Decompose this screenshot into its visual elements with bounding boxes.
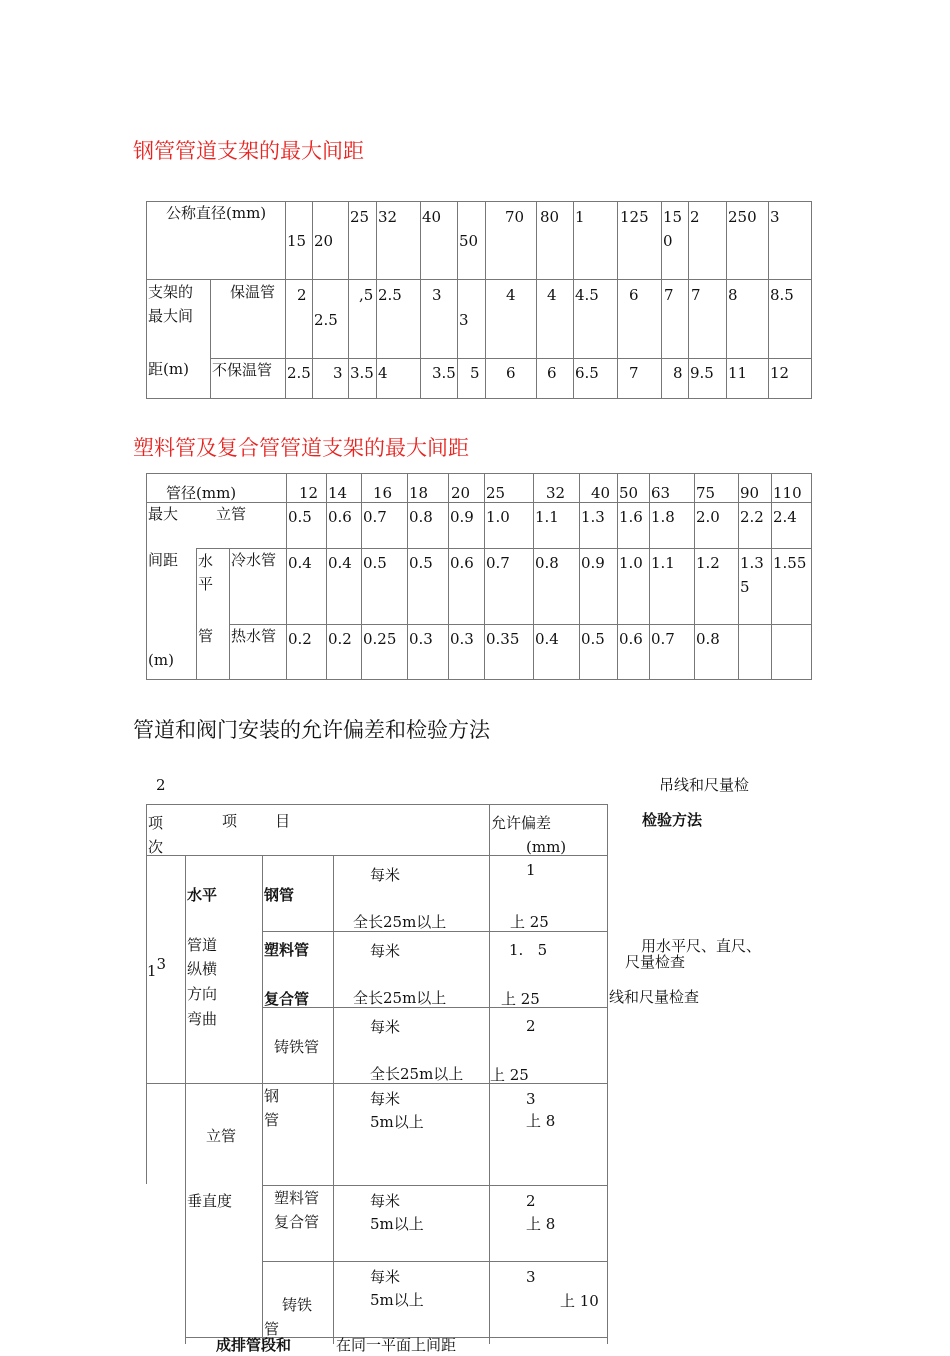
diameter-cell: 250 [728, 208, 757, 226]
hot-water-cell: 0.35 [486, 630, 520, 648]
tolerance-value: 上 8 [526, 1215, 556, 1233]
above-5m: 5m以上 [370, 1215, 424, 1233]
support-spacing-label: 支架的 [148, 283, 194, 301]
cold-water-cell: 0.9 [581, 554, 605, 572]
bottom-row-text: 在同一平面上间距 [336, 1336, 457, 1354]
insulated-cell: 8 [728, 286, 738, 304]
hot-water-cell: 0.3 [450, 630, 474, 648]
uninsulated-cell: 3 [333, 364, 343, 382]
insulated-cell: 4 [547, 286, 557, 304]
vertical-cell: 1.0 [486, 508, 510, 526]
per-meter: 每米 [370, 1090, 401, 1108]
steel-vertical-label: 管 [264, 1111, 280, 1129]
insulated-cell: 7 [664, 286, 674, 304]
nominal-diameter-label: 公称直径(mm) [166, 204, 267, 222]
diameter-cell: 70 [505, 208, 525, 226]
diameter-cell: 2 [690, 208, 700, 226]
insulated-cell: 2.5 [378, 286, 402, 304]
cold-water-label: 冷水管 [231, 551, 277, 569]
insulated-cell: ,5 [359, 286, 374, 304]
cast-iron-vertical-label: 管 [264, 1320, 280, 1338]
per-meter: 每米 [370, 1192, 401, 1210]
above-5m: 5m以上 [370, 1291, 424, 1309]
tolerance-header: 允许偏差 [491, 814, 552, 832]
vertical-cell: 1.8 [651, 508, 675, 526]
support-spacing-label: 最大间 [148, 307, 194, 325]
cold-water-cell: 0.7 [486, 554, 510, 572]
vertical-cell: 1.3 [581, 508, 605, 526]
unit-label: (m) [148, 651, 174, 669]
composite-vertical-label: 复合管 [274, 1213, 320, 1231]
diameter-cell: 12 [299, 484, 319, 502]
diameter-cell: 80 [540, 208, 560, 226]
vertical-cell: 2.2 [740, 508, 764, 526]
horizontal-sub: 方向 [187, 985, 218, 1003]
uninsulated-cell: 4 [378, 364, 388, 382]
tolerance-value: 3 [526, 1090, 536, 1108]
diameter-cell: 75 [696, 484, 716, 502]
insulated-cell: 6 [629, 286, 639, 304]
tolerance-value: 2 [526, 1017, 536, 1035]
composite-pipe-label: 复合管 [264, 990, 310, 1008]
insulated-cell: 2.5 [314, 311, 338, 329]
diameter-cell: 15 [663, 208, 683, 226]
section-title-steel-pipe: 钢管管道支架的最大间距 [133, 139, 364, 163]
horizontal-sub: 纵横 [187, 960, 218, 978]
diameter-cell: 32 [378, 208, 398, 226]
diameter-cell: 20 [314, 232, 334, 250]
uninsulated-cell: 7 [629, 364, 639, 382]
uninsulated-cell: 9.5 [690, 364, 714, 382]
vertical-cell: 0.6 [328, 508, 352, 526]
cold-water-cell: 1.55 [773, 554, 807, 572]
hot-water-cell: 0.2 [328, 630, 352, 648]
pipe-diameter-label: 管径(mm) [166, 484, 237, 502]
diameter-cell: 18 [409, 484, 429, 502]
cold-water-cell: 0.8 [535, 554, 559, 572]
horizontal-sub: 弯曲 [187, 1010, 218, 1028]
diameter-cell: 16 [373, 484, 393, 502]
index-header: 次 [148, 838, 164, 856]
vertical-cell: 1.1 [535, 508, 559, 526]
tolerance-value: 3 [526, 1268, 536, 1286]
horizontal-pipe-label: 平 [198, 575, 214, 593]
per-meter: 每米 [370, 866, 401, 884]
tolerance-value: 1 [526, 861, 536, 879]
diameter-cell: 32 [546, 484, 566, 502]
tolerance-unit: (mm) [526, 838, 567, 856]
hot-water-cell: 0.8 [696, 630, 720, 648]
tolerance-value: 1. 5 [509, 941, 548, 959]
uninsulated-cell: 3.5 [432, 364, 456, 382]
insulated-cell: 3 [432, 286, 442, 304]
cast-iron-vertical-label: 铸铁 [282, 1296, 313, 1314]
uninsulated-cell: 3.5 [350, 364, 374, 382]
hot-water-cell: 0.4 [535, 630, 559, 648]
vertical-cell: 0.7 [363, 508, 387, 526]
insulated-label: 保温管 [230, 283, 276, 301]
insulated-cell: 4.5 [575, 286, 599, 304]
cold-water-cell: 1.2 [696, 554, 720, 572]
uninsulated-cell: 5 [470, 364, 480, 382]
insulated-cell: 7 [691, 286, 701, 304]
vertical-cell: 0.9 [450, 508, 474, 526]
diameter-cell: 90 [740, 484, 760, 502]
verticality-label: 垂直度 [187, 1192, 233, 1210]
hot-water-cell: 0.5 [581, 630, 605, 648]
uninsulated-cell: 6 [547, 364, 557, 382]
insulated-cell: 3 [459, 311, 469, 329]
insulated-cell: 8.5 [770, 286, 794, 304]
cold-water-cell: 0.4 [328, 554, 352, 572]
cold-water-cell: 1.3 [740, 554, 764, 572]
uninsulated-cell: 12 [770, 364, 790, 382]
tolerance-value: 上 8 [526, 1112, 556, 1130]
stray-number: 2 [156, 776, 166, 794]
horizontal-label: 水平 [187, 886, 218, 904]
diameter-cell: 14 [328, 484, 348, 502]
diameter-cell: 25 [350, 208, 370, 226]
tolerance-value: 上 25 [510, 913, 549, 931]
uninsulated-cell: 6 [506, 364, 516, 382]
diameter-cell: 63 [651, 484, 671, 502]
diameter-cell: 50 [459, 232, 479, 250]
vertical-cell: 0.8 [409, 508, 433, 526]
support-spacing-label: 距(m) [148, 360, 189, 378]
uninsulated-label: 不保温管 [212, 361, 273, 379]
diameter-cell: 0 [663, 232, 673, 250]
per-meter: 每米 [370, 1268, 401, 1286]
diameter-cell: 50 [619, 484, 639, 502]
insulated-cell: 2 [297, 286, 307, 304]
tolerance-value: 2 [526, 1192, 536, 1210]
horizontal-pipe-label: 水 [198, 552, 214, 570]
method-text: 线和尺量检查 [609, 988, 700, 1006]
max-label: 最大 [148, 505, 179, 523]
full-length: 全长25m以上 [370, 1065, 464, 1083]
tolerance-value: 上 25 [501, 990, 540, 1008]
row-index [147, 955, 167, 982]
horizontal-sub: 管道 [187, 936, 218, 954]
diameter-cell: 110 [773, 484, 802, 502]
uninsulated-cell: 8 [673, 364, 683, 382]
cold-water-cell: 1.1 [651, 554, 675, 572]
row-index-sup: 3 [156, 955, 167, 973]
steel-vertical-label: 钢 [264, 1087, 280, 1105]
hot-water-cell: 0.6 [619, 630, 643, 648]
cold-water-cell: 1.0 [619, 554, 643, 572]
cold-water-cell: 0.6 [450, 554, 474, 572]
insulated-cell: 4 [506, 286, 516, 304]
diameter-cell: 1 [575, 208, 585, 226]
row-index-number: 1 [147, 962, 157, 980]
hot-water-cell: 0.2 [288, 630, 312, 648]
uninsulated-cell: 11 [728, 364, 748, 382]
hot-water-cell: 0.7 [651, 630, 675, 648]
per-meter: 每米 [370, 1018, 401, 1036]
cold-water-cell: 5 [740, 578, 750, 596]
method-fragment: 吊线和尺量检 [659, 776, 750, 794]
tolerance-value: 上 10 [560, 1292, 599, 1310]
diameter-cell: 20 [451, 484, 471, 502]
item-header: 项 目 [222, 812, 291, 830]
vertical-cell: 2.4 [773, 508, 797, 526]
method-text: 用水平尺、直尺、 [641, 937, 762, 955]
diameter-cell: 40 [591, 484, 611, 502]
vertical-cell: 1.6 [619, 508, 643, 526]
cold-water-cell: 0.5 [409, 554, 433, 572]
cold-water-cell: 0.4 [288, 554, 312, 572]
index-header: 项 [148, 814, 164, 832]
diameter-cell: 3 [770, 208, 780, 226]
uninsulated-cell: 2.5 [287, 364, 311, 382]
above-5m: 5m以上 [370, 1113, 424, 1131]
section-title-tolerance: 管道和阀门安装的允许偏差和检验方法 [133, 718, 490, 742]
vertical-pipe-label: 立管 [216, 505, 247, 523]
full-length: 全长25m以上 [353, 989, 447, 1007]
spacing-label: 间距 [148, 551, 179, 569]
per-meter: 每米 [370, 942, 401, 960]
hot-water-label: 热水管 [231, 627, 277, 645]
plastic-vertical-label: 塑料管 [274, 1189, 320, 1207]
diameter-cell: 25 [486, 484, 506, 502]
hot-water-cell: 0.25 [363, 630, 397, 648]
vertical-cell: 0.5 [288, 508, 312, 526]
diameter-cell: 125 [620, 208, 649, 226]
bottom-row-label: 成排管段和 [216, 1336, 292, 1354]
cast-iron-label: 铸铁管 [274, 1038, 320, 1056]
full-length: 全长25m以上 [353, 913, 447, 931]
vertical-cell: 2.0 [696, 508, 720, 526]
vertical-pipe-label: 立管 [206, 1127, 237, 1145]
diameter-cell: 40 [422, 208, 442, 226]
section-title-plastic-pipe: 塑料管及复合管管道支架的最大间距 [133, 436, 469, 460]
uninsulated-cell: 6.5 [575, 364, 599, 382]
steel-pipe-label: 钢管 [264, 886, 295, 904]
tolerance-value: 上 25 [490, 1066, 529, 1084]
cold-water-cell: 0.5 [363, 554, 387, 572]
plastic-pipe-label: 塑料管 [264, 941, 310, 959]
diameter-cell: 15 [287, 232, 307, 250]
method-header: 检验方法 [642, 811, 703, 829]
method-text: 尺量检查 [625, 953, 686, 971]
horizontal-pipe-label: 管 [198, 627, 214, 645]
hot-water-cell: 0.3 [409, 630, 433, 648]
